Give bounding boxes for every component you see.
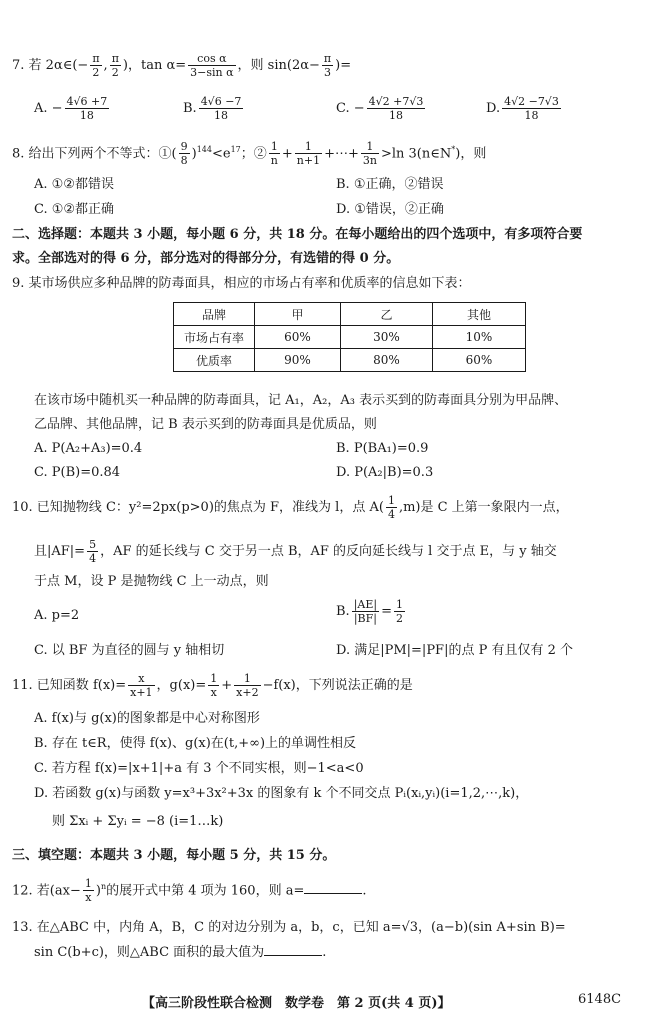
q12-stem: 12. 若(ax− $\frac{1}{x}$ )$^n$的展开式中第 4 项为 160，则 a= .: [12, 877, 367, 905]
q7-stem: 7. 若 2α∈(− $\frac{\pi}{2}$ , $\frac{\pi}{2}$ )，tan α= $\frac{\text{cos α}}{\text{3−sin α}}$ ，则 sin(2α− $\frac{\pi}{3}$ )=: [12, 52, 352, 79]
fraction: $\frac{\text{cos α}}{\text{3−sin α}}$: [190, 52, 234, 79]
fraction: $\frac{\pi}{3}$: [323, 52, 332, 79]
footer-title: 【高三阶段性联合检测 数学卷 第 2 页(共 4 页)】: [142, 996, 451, 1011]
q9-table: [173, 302, 526, 372]
q8-option-a[interactable]: A. ①②都错误: [34, 177, 114, 192]
q9-stem: 9. 某市场供应多种品牌的防毒面具，相应的市场占有率和优质率的信息如下表：: [12, 276, 471, 291]
q8-stem: 8. 给出下列两个不等式：①( $\frac{9}{8}$ )$^{144}<e^{17}$；② $\frac{1}{n}$ + $\frac{1}{n+1}$ +⋯+ $\frac{1}{3n}$ >ln 3(n∈N*)，则: [12, 140, 487, 168]
q11-option-d-line2: 则 Σxᵢ + Σyᵢ = −8 (i=1…k): [52, 814, 224, 829]
q7-option-b[interactable]: B. $\frac{4√6 -7}{18}$: [183, 95, 242, 122]
section2-line1: 二、选择题：本题共 3 小题，每小题 6 分，共 18 分。在每小题给出的四个选项中，有多项符合要: [12, 227, 583, 242]
q11-option-d-line1[interactable]: D. 若函数 g(x)与函数 y=x³+3x²+3x 的图象有 k 个不同交点 Pᵢ(xᵢ,yᵢ)(i=1,2,⋯,k)，: [34, 786, 529, 801]
fraction: $\frac{\pi}{2}$: [92, 52, 100, 79]
q7-option-d[interactable]: D. $\frac{4√2 -7√3}{18}$: [486, 95, 559, 122]
q9-option-c[interactable]: C. P(B)=0.84: [34, 465, 121, 480]
q10-line-3: 于点 M，设 P 是抛物线 C 上一动点，则: [34, 574, 269, 589]
section3-title: 三、填空题：本题共 3 小题，每小题 5 分，共 15 分。: [12, 848, 336, 863]
q10-option-b[interactable]: B. $\frac{|AE|}{|BF|}$ = $\frac{1}{2}$: [336, 598, 403, 625]
q10-option-c[interactable]: C. 以 BF 为直径的圆与 y 轴相切: [34, 643, 225, 658]
table-row: 市场占有率 60% 30% 10%: [174, 326, 526, 349]
q9-paragraph-2: 乙品牌、其他品牌，记 B 表示买到的防毒面具是优质品，则: [34, 417, 377, 432]
q11-option-a[interactable]: A. f(x)与 g(x)的图象都是中心对称图形: [34, 711, 260, 726]
answer-blank[interactable]: [304, 881, 362, 894]
q9-paragraph-1: 在该市场中随机买一种品牌的防毒面具，记 A₁，A₂，A₃ 表示买到的防毒面具分别为甲品牌、: [34, 393, 568, 408]
q11-option-c[interactable]: C. 若方程 f(x)=|x+1|+a 有 3 个不同实根，则−1<a<0: [34, 761, 364, 776]
q13-line-2: sin C(b+c)，则△ABC 面积的最大值为 .: [34, 945, 327, 960]
q10-line-1: 10. 已知抛物线 C：y²=2px(p>0)的焦点为 F，准线为 l，点 A( $\frac{1}{4}$ ,m)是 C 上第一象限内一点，: [12, 494, 569, 521]
q10-option-d[interactable]: D. 满足|PM|=|PF|的点 P 有且仅有 2 个: [336, 643, 574, 658]
q10-line-2: 且|AF|= $\frac{5}{4}$ ，AF 的延长线与 C 交于另一点 B，AF 的反向延长线与 l 交于点 E，与 y 轴交: [34, 538, 557, 565]
q11-stem: 11. 已知函数 f(x)= $\frac{x}{x+1}$ ，g(x)= $\frac{1}{x}$ + $\frac{1}{x+2}$ −f(x)，下列说法正确的是: [12, 672, 413, 699]
q7-option-a[interactable]: A. − $\frac{4√6 +7}{18}$: [34, 95, 108, 122]
answer-blank[interactable]: [264, 943, 322, 956]
q9-option-a[interactable]: A. P(A₂+A₃)=0.4: [34, 441, 143, 456]
q13-line-1: 13. 在△ABC 中，内角 A，B，C 的对边分别为 a，b，c，已知 a=√3，(a−b)(sin A+sin B)=: [12, 920, 566, 935]
q8-option-c[interactable]: C. ①②都正确: [34, 202, 115, 217]
section2-line2: 求。全部选对的得 6 分，部分选对的得部分分，有选错的得 0 分。: [12, 251, 400, 266]
q9-option-b[interactable]: B. P(BA₁)=0.9: [336, 441, 429, 456]
q11-option-b[interactable]: B. 存在 t∈R，使得 f(x)、g(x)在(t,+∞)上的单调性相反: [34, 736, 357, 751]
q10-option-a[interactable]: A. p=2: [34, 608, 80, 623]
q8-option-b[interactable]: B. ①正确，②错误: [336, 177, 444, 192]
table-row: 优质率 90% 80% 60%: [174, 349, 526, 372]
q9-option-d[interactable]: D. P(A₂|B)=0.3: [336, 465, 434, 480]
q7-option-c[interactable]: C. − $\frac{4√2 +7√3}{18}$: [336, 95, 424, 122]
fraction: $\frac{\pi}{2}$: [111, 52, 119, 79]
footer-code: 6148C: [578, 992, 622, 1007]
table-header-row: 品牌 甲 乙 其他: [174, 303, 526, 326]
q8-option-d[interactable]: D. ①错误，②正确: [336, 202, 444, 217]
